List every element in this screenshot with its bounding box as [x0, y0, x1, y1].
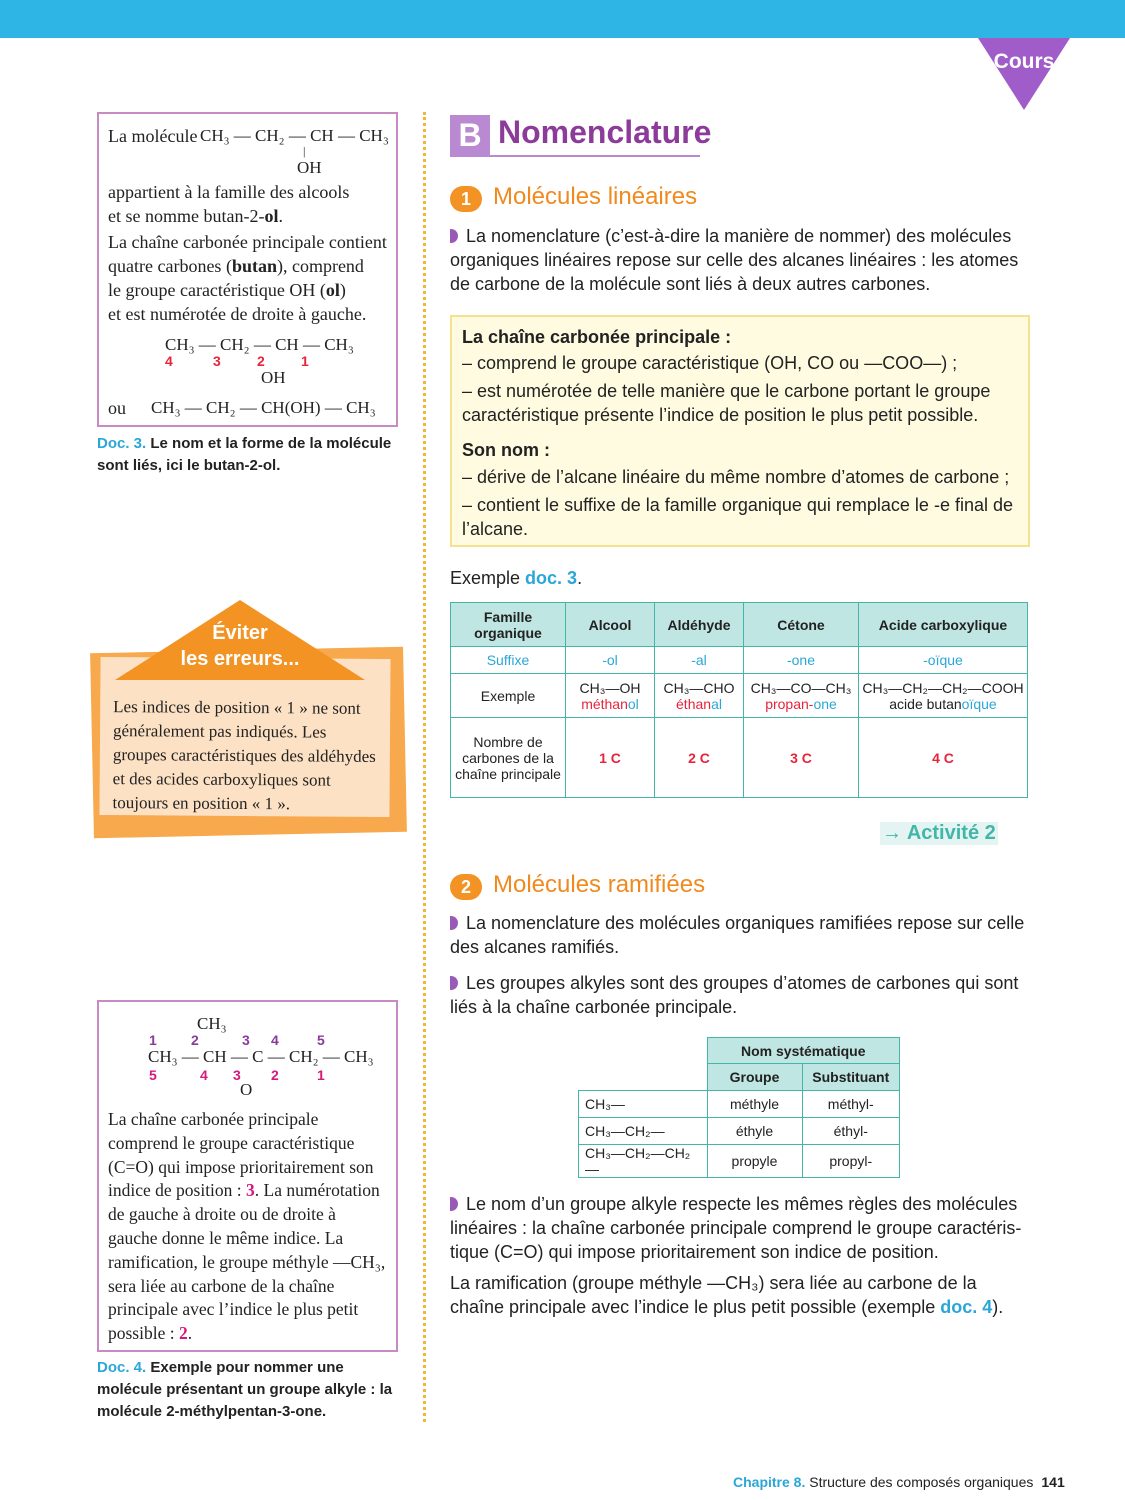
- exemple-dot: .: [577, 568, 583, 588]
- empty-cell: [579, 1038, 708, 1064]
- table-row: [579, 1091, 900, 1118]
- sec2-title: Molécules ramifiées: [493, 871, 706, 898]
- doc4-mnum-1: 1: [317, 1067, 325, 1083]
- rule-l4: – contient le suffixe de la famille organique qui remplace le -e final de l’alcane.: [462, 495, 1013, 539]
- section-b-title: Nomenclature: [498, 114, 712, 150]
- footer-title: Structure des composés organiques: [809, 1474, 1034, 1490]
- doc3-text3: La chaîne carbonée principale contient: [108, 232, 387, 252]
- doc3-text4: [108, 254, 364, 278]
- table-row: [451, 647, 1028, 674]
- doc4-o: O: [240, 1080, 253, 1099]
- example-name-suffix: ol: [627, 695, 639, 712]
- doc4-caption: [97, 1357, 407, 1423]
- doc4-mnum-4: 4: [200, 1067, 208, 1083]
- doc4-text-b: La numérotation de gauche à droite ou de droite à gauche donne le même indice. La ramification, le groupe méthyle —CH₃, sera liée au carbone de la chaîne principale avec l’indice le plus petit possible :: [108, 1180, 386, 1344]
- footer: [733, 1474, 1065, 1490]
- empty-cell: [579, 1064, 708, 1091]
- doc4-caption-text: Exemple pour nommer une molécule présentant un groupe alkyle : la molécule 2-méthylpentan-3-one.: [97, 1359, 393, 1420]
- doc3-caption-label: Doc. 3.: [97, 435, 147, 452]
- example-name-suffix: oïque: [961, 695, 997, 712]
- example-formula: CH₃—CO—CH₃: [750, 679, 852, 696]
- footer-chapter: Chapitre 8.: [733, 1474, 806, 1490]
- example-formula: CH₃—OH: [579, 679, 641, 696]
- doc3-text4a: quatre carbones (: [108, 256, 232, 276]
- doc4-mnum-3: 3: [233, 1067, 241, 1083]
- th-nom-systematique: Nom systématique: [707, 1038, 900, 1064]
- doc3-num-3: 3: [213, 353, 221, 369]
- sec2-p3-text: Le nom d’un groupe alkyle respecte les mêmes règles des molécules linéaires : la chaîne carbonée principale comprend le groupe caractéris-tique (C=O) qui impose prioritairement son indice de position.: [450, 1194, 1022, 1262]
- alkyl-groupe: méthyle: [707, 1091, 802, 1118]
- doc3-text2b: ol: [264, 206, 279, 226]
- sec2-p1: [450, 911, 1030, 959]
- example-name-root: méthan: [581, 695, 628, 712]
- table-row: [451, 603, 1028, 647]
- example-name-suffix: al: [711, 695, 722, 712]
- rule-l2: – est numérotée de telle manière que le carbone portant le groupe caractéristique présente l’indice de position le plus petit possible.: [462, 381, 991, 425]
- doc3-formula: CH₃ — CH₂ — CH — CH₃: [200, 126, 389, 145]
- attention-banner: [115, 600, 365, 680]
- example-cell: [859, 674, 1028, 718]
- doc4-formula: CH₃ — CH — C — CH₂ — CH₃: [148, 1047, 374, 1066]
- suffix-cell: -al: [655, 647, 744, 674]
- alkyl-formula: CH₃—: [579, 1091, 708, 1118]
- suffix-cell: -ol: [566, 647, 655, 674]
- sec1-number: 1: [450, 186, 482, 212]
- alkyl-groupe: propyle: [707, 1145, 802, 1178]
- example-formula: CH₃—CHO: [663, 679, 735, 696]
- rule-box: [450, 315, 1030, 547]
- rule-l3: – dérive de l’alcane linéaire du même nombre d’atomes de carbone ;: [462, 467, 1010, 487]
- doc3-bond: |: [303, 144, 306, 158]
- carbon-cell: 4 C: [859, 718, 1028, 798]
- attention-text: Les indices de position « 1 » ne sont généralement pas indiqués. Les groupes caractéristiques des aldéhydes et des acides carboxyliques sont toujours en position « 1 ».: [112, 697, 376, 814]
- sec2-p4-text: La ramification (groupe méthyle —CH₃) sera liée au carbone de la chaîne principale avec l’indice le plus petit possible (exemple: [450, 1273, 977, 1317]
- doc3-text4b: butan: [231, 256, 277, 276]
- section-b-badge: B: [450, 115, 490, 155]
- example-formula: CH₃—CH₂—CH₂—COOH: [862, 679, 1024, 696]
- alkyl-formula: CH₃—CH₂—: [579, 1118, 708, 1145]
- bullet-icon: [450, 1197, 458, 1211]
- exemple-ref[interactable]: doc. 3: [525, 568, 578, 588]
- table-row: [451, 718, 1028, 798]
- alkyl-formula: CH₃—CH₂—CH₂—: [579, 1145, 708, 1178]
- column-divider: [423, 112, 426, 1422]
- alkyl-substituant: éthyl-: [802, 1118, 900, 1145]
- th-famille: Famille organique: [451, 603, 566, 647]
- carbon-cell: 3 C: [744, 718, 859, 798]
- doc4-pnum-2: 2: [191, 1032, 199, 1048]
- suffix-table: [450, 602, 1028, 798]
- example-name-suffix: one: [813, 695, 837, 712]
- doc4-pnum-4: 4: [271, 1032, 279, 1048]
- section-b-underline: [450, 155, 700, 157]
- doc4-box: [97, 1000, 398, 1352]
- bullet-icon: [450, 916, 458, 930]
- doc4-ch3: CH₃: [197, 1014, 227, 1033]
- table-row: [579, 1064, 900, 1091]
- bullet-icon: [450, 976, 458, 990]
- th-cetone: Cétone: [744, 603, 859, 647]
- sec2-p2: [450, 971, 1030, 1019]
- sec1-para: [450, 224, 1030, 296]
- th-aldehyde: Aldéhyde: [655, 603, 744, 647]
- doc3-text5: [108, 278, 346, 302]
- bullet-icon: [450, 229, 458, 243]
- activite-link[interactable]: → Activité 2: [882, 822, 996, 844]
- table-row: [579, 1038, 900, 1064]
- sec2-p1-text: La nomenclature des molécules organiques ramifiées repose sur celle des alcanes ramifiés.: [450, 913, 1025, 957]
- doc3-caption-text: Le nom et la forme de la molécule sont liés, ici le butan-2-ol.: [97, 435, 392, 474]
- doc3-oh2: OH: [261, 368, 286, 387]
- suffix-cell: -oïque: [859, 647, 1028, 674]
- example-cell: [655, 674, 744, 718]
- sec2-p4: [450, 1271, 1030, 1319]
- doc3-text1: appartient à la famille des alcools: [108, 182, 350, 202]
- doc3-oh: OH: [297, 158, 322, 177]
- doc3-text5b: ol: [325, 280, 340, 300]
- table-row: [451, 674, 1028, 718]
- doc4-text-b-num: 2: [178, 1323, 188, 1344]
- rule-h2: Son nom :: [462, 440, 550, 460]
- doc3-num-4: 4: [165, 353, 173, 369]
- suffix-cell: -one: [744, 647, 859, 674]
- top-banner: [0, 0, 1125, 38]
- doc3-num-2: 2: [257, 353, 265, 369]
- doc3-text2: et se nomme butan-2-ol.: [108, 206, 283, 226]
- attention-title1: Éviter: [212, 622, 268, 644]
- suffix-label: Suffixe: [451, 647, 566, 674]
- th-acide: Acide carboxylique: [859, 603, 1028, 647]
- sec1-para-text: La nomenclature (c’est-à-dire la manière de nommer) des molécules organiques linéaires repose sur celle des alcanes linéaires : les atomes de carbone de la molécule sont liés à deux autres carbones.: [450, 226, 1019, 294]
- page-number: 141: [1041, 1474, 1065, 1490]
- doc3-text5c: ): [339, 280, 346, 300]
- alkyl-table: [578, 1037, 900, 1178]
- doc3-intro: La molécule: [108, 126, 198, 146]
- example-name-root: acide butan: [889, 695, 962, 712]
- th-alcool: Alcool: [566, 603, 655, 647]
- doc4-caption-label: Doc. 4.: [97, 1359, 147, 1376]
- attention-title2: les erreurs...: [180, 648, 300, 670]
- doc3-text4c: ), comprend: [276, 256, 364, 276]
- doc3-text2a: et se nomme butan-2-: [108, 206, 265, 226]
- example-cell: [566, 674, 655, 718]
- exemple-line: [450, 566, 582, 590]
- doc4-text-a: La chaîne carbonée principale comprend le groupe caractéristique (C=O) qui impose prioritairement son indice de position :: [108, 1109, 374, 1201]
- cours-triangle: [978, 38, 1070, 110]
- doc3-text5a: le groupe caractéristique OH (: [108, 280, 326, 300]
- example-name-root: propan-: [765, 695, 814, 712]
- doc3-formula3: CH₃ — CH₂ — CH(OH) — CH₃: [151, 398, 376, 417]
- example-label: Exemple: [451, 674, 566, 718]
- alkyl-groupe: éthyle: [707, 1118, 802, 1145]
- th-substituant: Substituant: [802, 1064, 900, 1091]
- exemple-text: Exemple: [450, 568, 526, 588]
- carbon-cell: 1 C: [566, 718, 655, 798]
- carbon-cell: 2 C: [655, 718, 744, 798]
- doc4-pnum-5: 5: [317, 1032, 325, 1048]
- doc3-num-1: 1: [301, 353, 309, 369]
- sec1-title: Molécules linéaires: [493, 183, 698, 210]
- doc4-text: La chaîne carbonée principale comprend le groupe caractéristique (C=O) qui impose prioritairement son indice de position : 3. La numérotation de gauche à droite ou de droite à gauche donne le même indice. La ramification, le groupe méthyle —CH₃, sera liée au carbone de la chaîne principale avec l’indice le plus petit possible : 2.: [108, 1109, 386, 1344]
- doc3-formula2: CH₃ — CH₂ — CH — CH₃: [165, 335, 354, 354]
- sec2-p3: [450, 1192, 1030, 1264]
- example-cell: [744, 674, 859, 718]
- doc3-caption: [97, 433, 397, 477]
- sec2-p2-text: Les groupes alkyles sont des groupes d’atomes de carbones qui sont liés à la chaîne carbonée principale.: [450, 973, 1019, 1017]
- attention-box: [99, 657, 390, 817]
- example-name-root: éthan: [676, 695, 712, 712]
- alkyl-substituant: propyl-: [802, 1145, 900, 1178]
- rule-h1: La chaîne carbonée principale :: [462, 327, 732, 347]
- cours-tab: [978, 38, 1070, 110]
- sec2-p4-end: ).: [992, 1297, 1004, 1317]
- alkyl-substituant: méthyl-: [802, 1091, 900, 1118]
- doc4-pnum-3: 3: [242, 1032, 250, 1048]
- doc4-mnum-5: 5: [149, 1067, 157, 1083]
- table-row: [579, 1145, 900, 1178]
- carbon-label: Nombre de carbones de la chaîne principale: [451, 718, 566, 798]
- doc3-text6: et est numérotée de droite à gauche.: [108, 304, 367, 324]
- doc4-mnum-2: 2: [271, 1067, 279, 1083]
- sec2-number: 2: [450, 874, 482, 900]
- doc4-text-a-num: 3: [246, 1180, 255, 1201]
- doc4-pnum-1: 1: [149, 1032, 157, 1048]
- doc3-box: [97, 112, 398, 427]
- table-row: [579, 1118, 900, 1145]
- rule-l1: – comprend le groupe caractéristique (OH, CO ou —COO—) ;: [462, 353, 958, 373]
- cours-label: Cours: [993, 50, 1055, 73]
- doc3-ou: ou: [108, 398, 126, 418]
- sec2-p4-ref[interactable]: doc. 4: [940, 1297, 993, 1317]
- th-groupe: Groupe: [707, 1064, 802, 1091]
